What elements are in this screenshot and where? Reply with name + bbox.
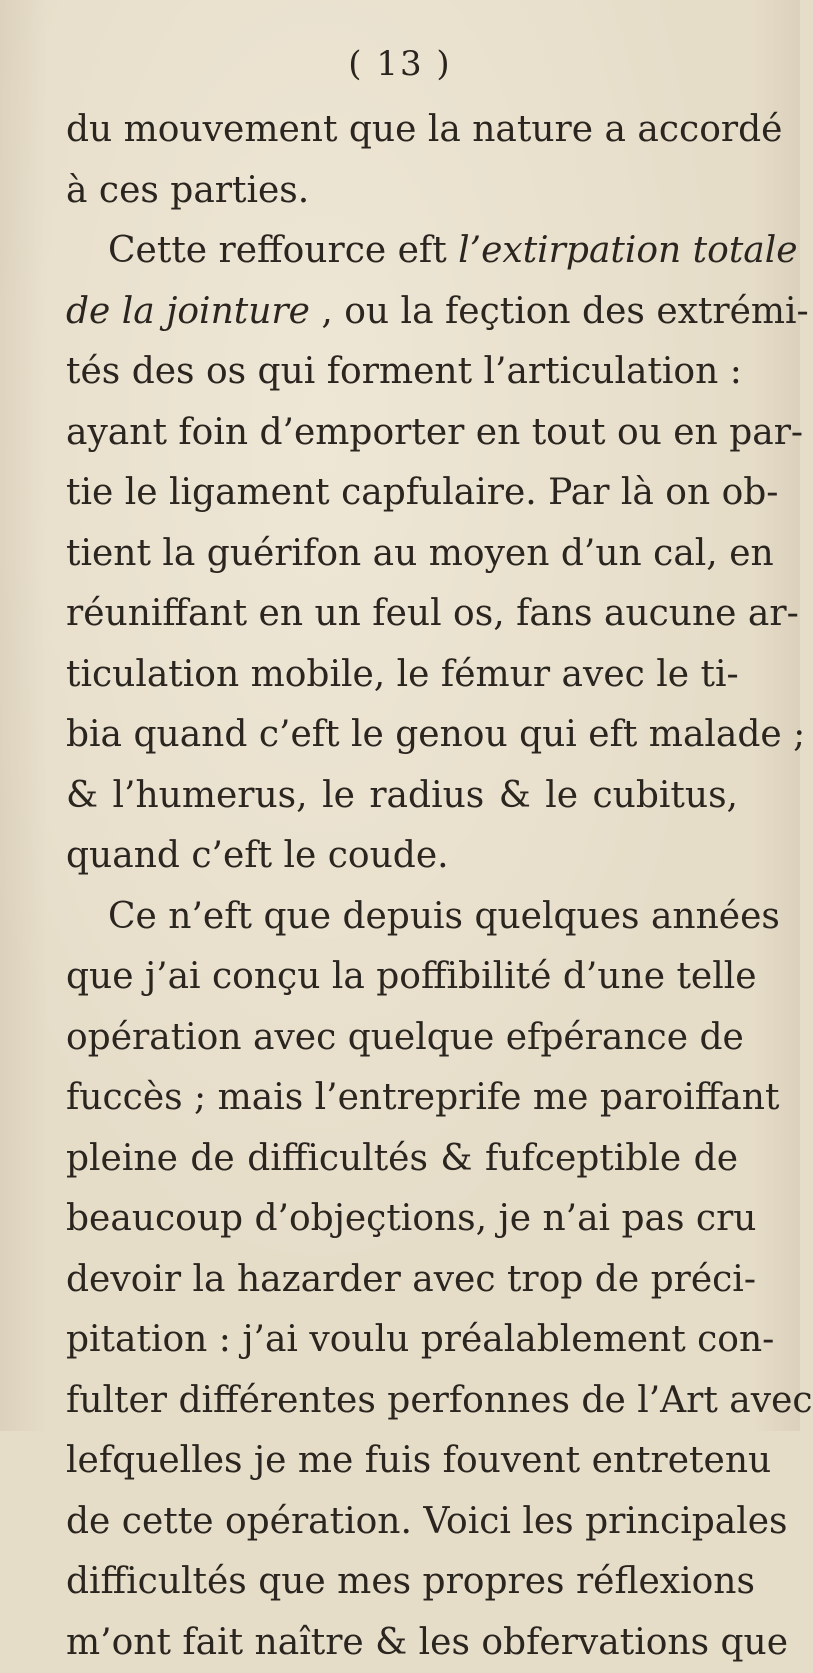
text-line: ayant foin d’emporter en tout ou en par- bbox=[66, 403, 738, 464]
text-line: de cette opération. Voici les principales bbox=[66, 1492, 738, 1553]
italic-phrase: de la jointure bbox=[66, 291, 310, 332]
text-line: Ce n’eft que depuis quelques années bbox=[66, 887, 738, 948]
text-line: fulter différentes perfonnes de l’Art avec bbox=[66, 1371, 738, 1432]
text-line: & l’humerus, le radius & le cubitus, bbox=[66, 766, 738, 827]
text-line: tient la guérifon au moyen d’un cal, en bbox=[66, 524, 738, 585]
text-line: pitation : j’ai voulu préalablement con- bbox=[66, 1310, 738, 1371]
text-line: réuniffant en un feul os, fans aucune ar- bbox=[66, 584, 738, 645]
text-line: Cette reffource eft l’extirpation totale bbox=[66, 221, 738, 282]
text-line: quand c’eft le coude. bbox=[66, 826, 738, 887]
body-text bbox=[66, 100, 738, 1673]
text-line: beaucoup d’objeҫtions, je n’ai pas cru bbox=[66, 1189, 738, 1250]
text-line: à ces parties. bbox=[66, 161, 738, 222]
text-line: pleine de difficultés & fufceptible de bbox=[66, 1129, 738, 1190]
text-line: difficultés que mes propres réflexions bbox=[66, 1552, 738, 1613]
text-line: du mouvement que la nature a accordé bbox=[66, 100, 738, 161]
text-line: que j’ai conçu la poffibilité d’une telle bbox=[66, 947, 738, 1008]
italic-phrase: l’extirpation totale bbox=[458, 230, 797, 271]
text-line: m’ont fait naître & les obfervations que bbox=[66, 1613, 738, 1673]
text-line: devoir la hazarder avec trop de préci- bbox=[66, 1250, 738, 1311]
text-line: opération avec quelque efpérance de bbox=[66, 1008, 738, 1069]
text-line: fuccès ; mais l’entreprife me paroiffant bbox=[66, 1068, 738, 1129]
text-line: tés des os qui forment l’articulation : bbox=[66, 342, 738, 403]
text-line: bia quand c’eft le genou qui eft malade ; bbox=[66, 705, 738, 766]
text-line: ticulation mobile, le fémur avec le ti- bbox=[66, 645, 738, 706]
text-line: de la jointure , ou la feҫtion des extrémi- bbox=[66, 282, 738, 343]
text-line: tie le ligament capfulaire. Par là on ob- bbox=[66, 463, 738, 524]
page-number: ( 13 ) bbox=[0, 44, 800, 84]
text-line: lefquelles je me fuis fouvent entretenu bbox=[66, 1431, 738, 1492]
